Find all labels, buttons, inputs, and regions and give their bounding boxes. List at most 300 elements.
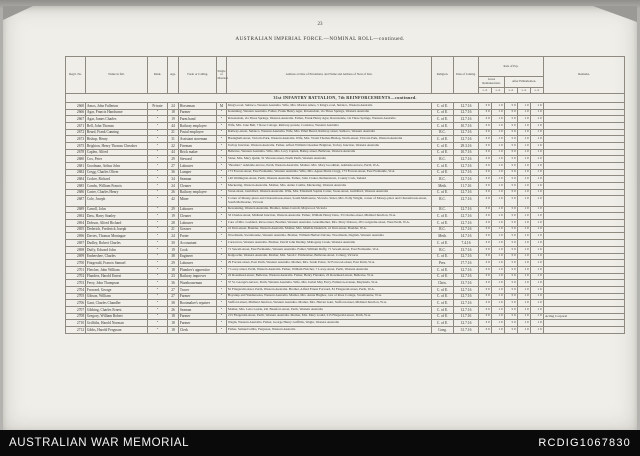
cell-remarks [544, 102, 625, 109]
cell-next-of-kin: Father, Samuel Gibbs, Ferguson, Western Australia [227, 327, 432, 334]
col-header-religion: Religion. [432, 57, 454, 94]
page-title: AUSTRALIAN IMPERIAL FORCE.—NOMINAL ROLL—continued. [235, 36, 405, 42]
cell-religion: R.C. [432, 196, 454, 206]
cell-date: 13.7.16 [454, 280, 479, 287]
cell-pay-1: 3 0 [479, 307, 492, 314]
cell-pay-5: 1 0 [531, 273, 544, 280]
cell-trade: Accountant [179, 240, 217, 247]
cell-pay-5: 1 0 [531, 136, 544, 143]
table-row [66, 320, 625, 327]
cell-age: 27 [168, 163, 179, 170]
cell-pay-3: 5 0 [505, 156, 518, 163]
cell-pay-4: 1 0 [518, 233, 531, 240]
cell-pay-4: 1 0 [518, 260, 531, 267]
cell-trade: Labourer [179, 260, 217, 267]
cell-next-of-kin: Wagin, Western Australia. Father, George Henry Griffiths, Wagin, Western Australia [227, 320, 432, 327]
cell-date: 12.7.16 [454, 156, 479, 163]
cell-pay-1: 3 0 [479, 327, 492, 334]
cell-religion: C. of E. [432, 307, 454, 314]
cell-name: Croker, Richard [86, 176, 148, 183]
cell-trade: Farmer [179, 320, 217, 327]
cell-rank: ″ [148, 293, 168, 300]
cell-pay-2: 1 0 [492, 220, 505, 227]
cell-date: 17.7.16 [454, 260, 479, 267]
cell-pay-5: 1 0 [531, 233, 544, 240]
nominal-roll-table [65, 56, 625, 334]
cell-age: 36 [168, 169, 179, 176]
col-header-trade: Trade or Calling. [179, 57, 217, 94]
cell-trade: Postal employee [179, 129, 217, 136]
cell-date: 29.3.16 [454, 142, 479, 149]
cell-marital: ″ [217, 293, 227, 300]
cell-religion: C. of E. [432, 313, 454, 320]
table-row [66, 260, 625, 267]
cell-next-of-kin: Carnarvon, Western Australia. Brother, David John Dudley, Mahogany Creek, Western Australia [227, 240, 432, 247]
cell-pay-5: 1 0 [531, 286, 544, 293]
cell-name: Bell, John Thomas [86, 122, 148, 129]
cell-marital: ″ [217, 253, 227, 260]
cell-remarks [544, 253, 625, 260]
cell-religion: C. of E. [432, 116, 454, 123]
col-header-pay-embark: After Embarkation. [505, 77, 544, 88]
cell-rank: ″ [148, 220, 168, 227]
cell-pay-3: 5 0 [505, 102, 518, 109]
cell-remarks: Acting Corporal [544, 313, 625, 320]
cell-pay-3: 5 0 [505, 327, 518, 334]
cell-religion: Pres. [432, 260, 454, 267]
cell-trade: Cleaner [179, 213, 217, 220]
cell-name: Flanders, Harold Ernest [86, 273, 148, 280]
cell-age: 38 [168, 300, 179, 307]
cell-rank: ″ [148, 169, 168, 176]
cell-pay-4: 1 0 [518, 307, 531, 314]
cell-religion: Meth. [432, 233, 454, 240]
cell-marital: ″ [217, 116, 227, 123]
cell-pay-1: 3 0 [479, 169, 492, 176]
cell-religion: C. of E. [432, 293, 454, 300]
cell-pay-1: 3 0 [479, 246, 492, 253]
cell-pay-5: 1 0 [531, 313, 544, 320]
cell-pay-2: 1 0 [492, 293, 505, 300]
cell-regtl-no: 2706 [66, 300, 86, 307]
cell-pay-3: 5 0 [505, 136, 518, 143]
cell-marital: ″ [217, 142, 227, 149]
cell-pay-2: 1 0 [492, 102, 505, 109]
cell-regtl-no: 2682 [66, 169, 86, 176]
table-row [66, 102, 625, 109]
cell-regtl-no: 2678 [66, 149, 86, 156]
cell-religion: C. of E. [432, 320, 454, 327]
cell-regtl-no: 2684 [66, 176, 86, 183]
cell-pay-5: 1 0 [531, 116, 544, 123]
cell-date: 12.7.16 [454, 129, 479, 136]
cell-remarks [544, 129, 625, 136]
cell-rank: Private [148, 102, 168, 109]
cell-pay-3: 5 0 [505, 213, 518, 220]
document-page [3, 6, 637, 430]
cell-pay-3: 5 0 [505, 206, 518, 213]
cell-regtl-no: 2692 [66, 213, 86, 220]
cell-age: 36 [168, 280, 179, 287]
table-row [66, 206, 625, 213]
cell-marital: ″ [217, 266, 227, 273]
table-row [66, 220, 625, 227]
cell-pay-1: 3 0 [479, 156, 492, 163]
cell-religion: R.C. [432, 176, 454, 183]
cell-pay-2: 1 0 [492, 109, 505, 116]
cell-date: 12.7.16 [454, 116, 479, 123]
cell-religion: C. of E. [432, 300, 454, 307]
cell-marital: ″ [217, 136, 227, 143]
cell-pay-2: 1 0 [492, 253, 505, 260]
cell-regtl-no: 2698 [66, 246, 86, 253]
cell-rank: ″ [148, 149, 168, 156]
cell-age: 38 [168, 253, 179, 260]
cell-name: Fletcher, John William [86, 266, 148, 273]
cell-age: 21 [168, 226, 179, 233]
cell-trade: Steward [179, 156, 217, 163]
cell-regtl-no: 2710 [66, 320, 86, 327]
cell-pay-1: 3 0 [479, 266, 492, 273]
cell-age: 29 [168, 260, 179, 267]
cell-pay-4: 1 0 [518, 149, 531, 156]
cell-marital: ″ [217, 189, 227, 196]
cell-pay-2: 1 0 [492, 280, 505, 287]
cell-pay-5: 1 0 [531, 253, 544, 260]
cell-religion: C. of E. [432, 102, 454, 109]
cell-remarks [544, 116, 625, 123]
cell-pay-2: 1 0 [492, 196, 505, 206]
footer-bar [0, 430, 640, 456]
cell-rank: ″ [148, 116, 168, 123]
cell-regtl-no: 2673 [66, 136, 86, 143]
cell-remarks [544, 286, 625, 293]
col-header-marital: Single or Married. [217, 57, 227, 94]
cell-pay-5: 1 0 [531, 320, 544, 327]
cell-name: Amos, John Fullerton [86, 102, 148, 109]
cell-date: 12.7.16 [454, 176, 479, 183]
col-header-regtl-no: Regtl. No. [66, 57, 86, 94]
cell-remarks [544, 142, 625, 149]
cell-rank: ″ [148, 206, 168, 213]
col-header-age: Age. [168, 57, 179, 94]
cell-regtl-no: 2694 [66, 220, 86, 227]
cell-date: 12.7.16 [454, 169, 479, 176]
cell-pay-3: 5 0 [505, 307, 518, 314]
cell-religion: C. of E. [432, 253, 454, 260]
cell-name: Beard, Frank Canning [86, 129, 148, 136]
cell-pay-4: 1 0 [518, 300, 531, 307]
cell-pay-1: 3 0 [479, 253, 492, 260]
cell-name: Bishop, Henry [86, 136, 148, 143]
cell-pay-2: 1 0 [492, 240, 505, 247]
cell-pay-5: 1 0 [531, 213, 544, 220]
cell-pay-3: 5 0 [505, 163, 518, 170]
table-row [66, 122, 625, 129]
cell-religion: R.C. [432, 129, 454, 136]
cell-marital: ″ [217, 109, 227, 116]
cell-pay-1: 3 0 [479, 313, 492, 320]
cell-next-of-kin: 33 Charles-street, Midland Junction, Western Australia. Father, William Henry Dass, 33 Charles-street, Midland Junction, W.A. [227, 213, 432, 220]
cell-age: 18 [168, 320, 179, 327]
cell-age: 30 [168, 240, 179, 247]
cell-remarks [544, 149, 625, 156]
cell-pay-3: 5 0 [505, 189, 518, 196]
cell-remarks [544, 189, 625, 196]
table-row [66, 246, 625, 253]
cell-pay-4: 1 0 [518, 327, 531, 334]
cell-trade: Clerk [179, 327, 217, 334]
cell-rank: ″ [148, 273, 168, 280]
cell-rank: ″ [148, 286, 168, 293]
cell-trade: Farmer [179, 293, 217, 300]
cell-trade: Warehouseman [179, 280, 217, 287]
cell-pay-5: 1 0 [531, 122, 544, 129]
cell-marital: ″ [217, 280, 227, 287]
cell-regtl-no: 2660 [66, 102, 86, 109]
table-row [66, 149, 625, 156]
cell-pay-3: 5 0 [505, 129, 518, 136]
cell-age: 34 [168, 176, 179, 183]
cell-age: 26 [168, 307, 179, 314]
cell-next-of-kin: Railway-street, Subiaco, Western Australia. Wife, Mrs. Ethel Beard, Railway-street, Subiaco, Western Australia [227, 129, 432, 136]
cell-marital: ″ [217, 300, 227, 307]
table-row [66, 226, 625, 233]
cell-age: 27 [168, 293, 179, 300]
cell-next-of-kin: Katanning, Western Australia. Father, Frank Henry Agar, Ravensdale, via Three Springs, Western Australia [227, 109, 432, 116]
cell-date: 10.7.16 [454, 122, 479, 129]
cell-regtl-no: 2705 [66, 293, 86, 300]
cell-religion: C. of E. [432, 213, 454, 220]
cell-marital: ″ [217, 122, 227, 129]
cell-date: 12.7.16 [454, 320, 479, 327]
table-row [66, 307, 625, 314]
cell-date: 11.7.16 [454, 183, 479, 190]
cell-marital: ″ [217, 246, 227, 253]
cell-pay-5: 1 0 [531, 156, 544, 163]
table-row [66, 266, 625, 273]
cell-pay-1: 3 0 [479, 300, 492, 307]
cell-pay-3: 5 0 [505, 233, 518, 240]
cell-religion: C. of E. [432, 163, 454, 170]
cell-date: 12.7.16 [454, 196, 479, 206]
cell-pay-1: 3 0 [479, 196, 492, 206]
cell-name: Dederich, Frederick Joseph [86, 226, 148, 233]
cell-rank: ″ [148, 196, 168, 206]
table-row [66, 300, 625, 307]
table-row [66, 156, 625, 163]
cell-pay-1: 3 0 [479, 122, 492, 129]
cell-rank: ″ [148, 109, 168, 116]
cell-pay-5: 1 0 [531, 142, 544, 149]
cell-religion: C. of E. [432, 109, 454, 116]
cell-marital: ″ [217, 149, 227, 156]
col-header-pay-group: Rate of Pay. [479, 57, 544, 77]
cell-age: 23 [168, 273, 179, 280]
cell-date: 12.7.16 [454, 213, 479, 220]
col-header-pay-unit-4: s. d. [518, 88, 531, 94]
table-row [66, 240, 625, 247]
cell-next-of-kin: 81 Fitzgerald-street, Perth, Western Australia. Brother, Alfred Ernest Forward, 81 Fitzgerald-street, Perth, W.A. [227, 286, 432, 293]
cell-age: 42 [168, 196, 179, 206]
cell-remarks [544, 163, 625, 170]
cell-next-of-kin: 41 Dart-street, Boulder, Western Australia. Mother, Mrs. Matilda Dederich, 41 Dart-street, Boulder, W.A. [227, 226, 432, 233]
cell-pay-3: 5 0 [505, 300, 518, 307]
cell-remarks [544, 233, 625, 240]
cell-pay-2: 1 0 [492, 176, 505, 183]
cell-pay-2: 1 0 [492, 213, 505, 220]
table-row [66, 213, 625, 220]
cell-rank: ″ [148, 233, 168, 240]
cell-pay-5: 1 0 [531, 102, 544, 109]
table-row [66, 196, 625, 206]
cell-name: Gant, Charles Chandler [86, 300, 148, 307]
cell-name: Goodman, Arthur John [86, 163, 148, 170]
cell-pay-4: 1 0 [518, 129, 531, 136]
cell-pay-1: 3 0 [479, 220, 492, 227]
cell-name: Agar, James Charles [86, 116, 148, 123]
cell-marital: ″ [217, 163, 227, 170]
table-row [66, 109, 625, 116]
nominal-roll-table-wrap [65, 56, 626, 430]
cell-pay-1: 3 0 [479, 129, 492, 136]
cell-pay-5: 1 0 [531, 226, 544, 233]
cell-religion: C. of E. [432, 286, 454, 293]
cell-name: Dudley, Robert Charles [86, 240, 148, 247]
cell-rank: ″ [148, 142, 168, 149]
cell-rank: ″ [148, 156, 168, 163]
cell-pay-3: 5 0 [505, 196, 518, 206]
cell-pay-1: 3 0 [479, 136, 492, 143]
cell-religion: C. of E. [432, 136, 454, 143]
cell-next-of-kin: Kewanning, Western Australia. Brother, James Carroll, Maywood, Victoria [227, 206, 432, 213]
cell-remarks [544, 169, 625, 176]
cell-pay-4: 1 0 [518, 156, 531, 163]
cell-age: 22 [168, 142, 179, 149]
cell-trade: Greaser [179, 226, 217, 233]
cell-name: Gregory, William Robert [86, 313, 148, 320]
cell-pay-1: 3 0 [479, 149, 492, 156]
cell-pay-5: 1 0 [531, 327, 544, 334]
cell-pay-3: 5 0 [505, 116, 518, 123]
page-corner-shadow-right [593, 6, 637, 22]
cell-regtl-no: 2708 [66, 313, 86, 320]
cell-pay-2: 1 0 [492, 246, 505, 253]
cell-next-of-kin: Boyanup and Yandanooka, Western Australia. Mother, Mrs. Annie Hughes, care of Rose Cottage, Swanbourne, W.A. [227, 293, 432, 300]
cell-pay-2: 1 0 [492, 136, 505, 143]
cell-age: 18 [168, 313, 179, 320]
cell-regtl-no: 2697 [66, 240, 86, 247]
cell-pay-1: 3 0 [479, 189, 492, 196]
cell-name: Gibbs, Harold Ferguson [86, 327, 148, 334]
cell-pay-1: 3 0 [479, 102, 492, 109]
cell-rank: ″ [148, 260, 168, 267]
table-row [66, 176, 625, 183]
cell-date: 12.7.16 [454, 102, 479, 109]
cell-pay-3: 5 0 [505, 280, 518, 287]
cell-next-of-kin: 29 Forrest-street, East Perth, Western Australia. Mother, Mrs. Sarah Potter, 32 Forwood-street, East Perth, W.A. [227, 260, 432, 267]
cell-pay-1: 3 0 [479, 233, 492, 240]
cell-pay-2: 1 0 [492, 156, 505, 163]
cell-trade: Railway employee [179, 189, 217, 196]
cell-trade: Fireman [179, 142, 217, 149]
cell-pay-5: 1 0 [531, 293, 544, 300]
cell-trade: Labourer [179, 220, 217, 227]
cell-name: Gibbing, Charles Ernest [86, 307, 148, 314]
cell-marital: ″ [217, 320, 227, 327]
cell-regtl-no: 2667 [66, 116, 86, 123]
cell-pay-5: 1 0 [531, 307, 544, 314]
cell-pay-3: 5 0 [505, 149, 518, 156]
cell-name: Brighton, Henry Thomas Chessher [86, 142, 148, 149]
cell-next-of-kin: Corner of Money-place and Charonbrook-street, South Melbourne, Victoria. Sister, Mrs. Polly Wright, corner of Money-place and Charonbrook-street, South Melbourne, Victoria [227, 196, 432, 206]
cell-pay-2: 1 0 [492, 233, 505, 240]
cell-age: 24 [168, 102, 179, 109]
cell-trade: Seaman [179, 176, 217, 183]
cell-date: 12.7.16 [454, 266, 479, 273]
cell-pay-5: 1 0 [531, 109, 544, 116]
cell-marital: ″ [217, 233, 227, 240]
cell-name: Forward, George [86, 286, 148, 293]
cell-next-of-kin: Mother, Mrs. Lena Laurie, 241 Beaufort-street, Perth, Western Australia [227, 307, 432, 314]
cell-name: Ferry, John Thompson [86, 280, 148, 287]
cell-pay-2: 1 0 [492, 129, 505, 136]
cell-next-of-kin: Stafford-street, Midland Junction, Western Australia. Mother, Mrs. Harriet Gant, Stafford-street, Midland Junction, W.A. [227, 300, 432, 307]
cell-trade: Lumper [179, 169, 217, 176]
cell-remarks [544, 320, 625, 327]
cell-trade: Plumber's apprentice [179, 266, 217, 273]
cell-marital: ″ [217, 260, 227, 267]
cell-pay-5: 1 0 [531, 189, 544, 196]
cell-pay-4: 1 0 [518, 169, 531, 176]
cell-remarks [544, 226, 625, 233]
cell-date: 14.7.16 [454, 233, 479, 240]
cell-remarks [544, 206, 625, 213]
cell-pay-4: 1 0 [518, 109, 531, 116]
cell-marital: ″ [217, 183, 227, 190]
cell-pay-5: 1 0 [531, 206, 544, 213]
cell-age: 19 [168, 116, 179, 123]
cell-pay-5: 1 0 [531, 240, 544, 247]
cell-remarks [544, 240, 625, 247]
cell-pay-4: 1 0 [518, 313, 531, 320]
cell-age: 18 [168, 109, 179, 116]
cell-pay-3: 5 0 [505, 246, 518, 253]
cell-rank: ″ [148, 226, 168, 233]
table-row [66, 189, 625, 196]
cell-pay-3: 5 0 [505, 273, 518, 280]
cell-pay-3: 5 0 [505, 253, 518, 260]
cell-regtl-no: 2672 [66, 129, 86, 136]
cell-religion: C. of E. [432, 266, 454, 273]
table-row [66, 233, 625, 240]
cell-religion: R.C. [432, 156, 454, 163]
col-header-remarks: Remarks. [544, 57, 625, 94]
cell-date: 12.7.16 [454, 220, 479, 227]
cell-pay-4: 1 0 [518, 142, 531, 149]
cell-regtl-no: 2703 [66, 280, 86, 287]
cell-pay-1: 3 0 [479, 240, 492, 247]
cell-name: Embersbee, Charles [86, 253, 148, 260]
cell-pay-1: 3 0 [479, 163, 492, 170]
cell-date: 13.7.16 [454, 246, 479, 253]
cell-pay-3: 5 0 [505, 142, 518, 149]
cell-age: 29 [168, 206, 179, 213]
cell-pay-5: 1 0 [531, 260, 544, 267]
cell-pay-2: 1 0 [492, 300, 505, 307]
cell-pay-2: 1 0 [492, 273, 505, 280]
cell-next-of-kin: 71 Sewell-street, East Fremantle, Western Australia. Father, William Duffy, 71 Sewell-street, East Fremantle, W.A. [227, 246, 432, 253]
